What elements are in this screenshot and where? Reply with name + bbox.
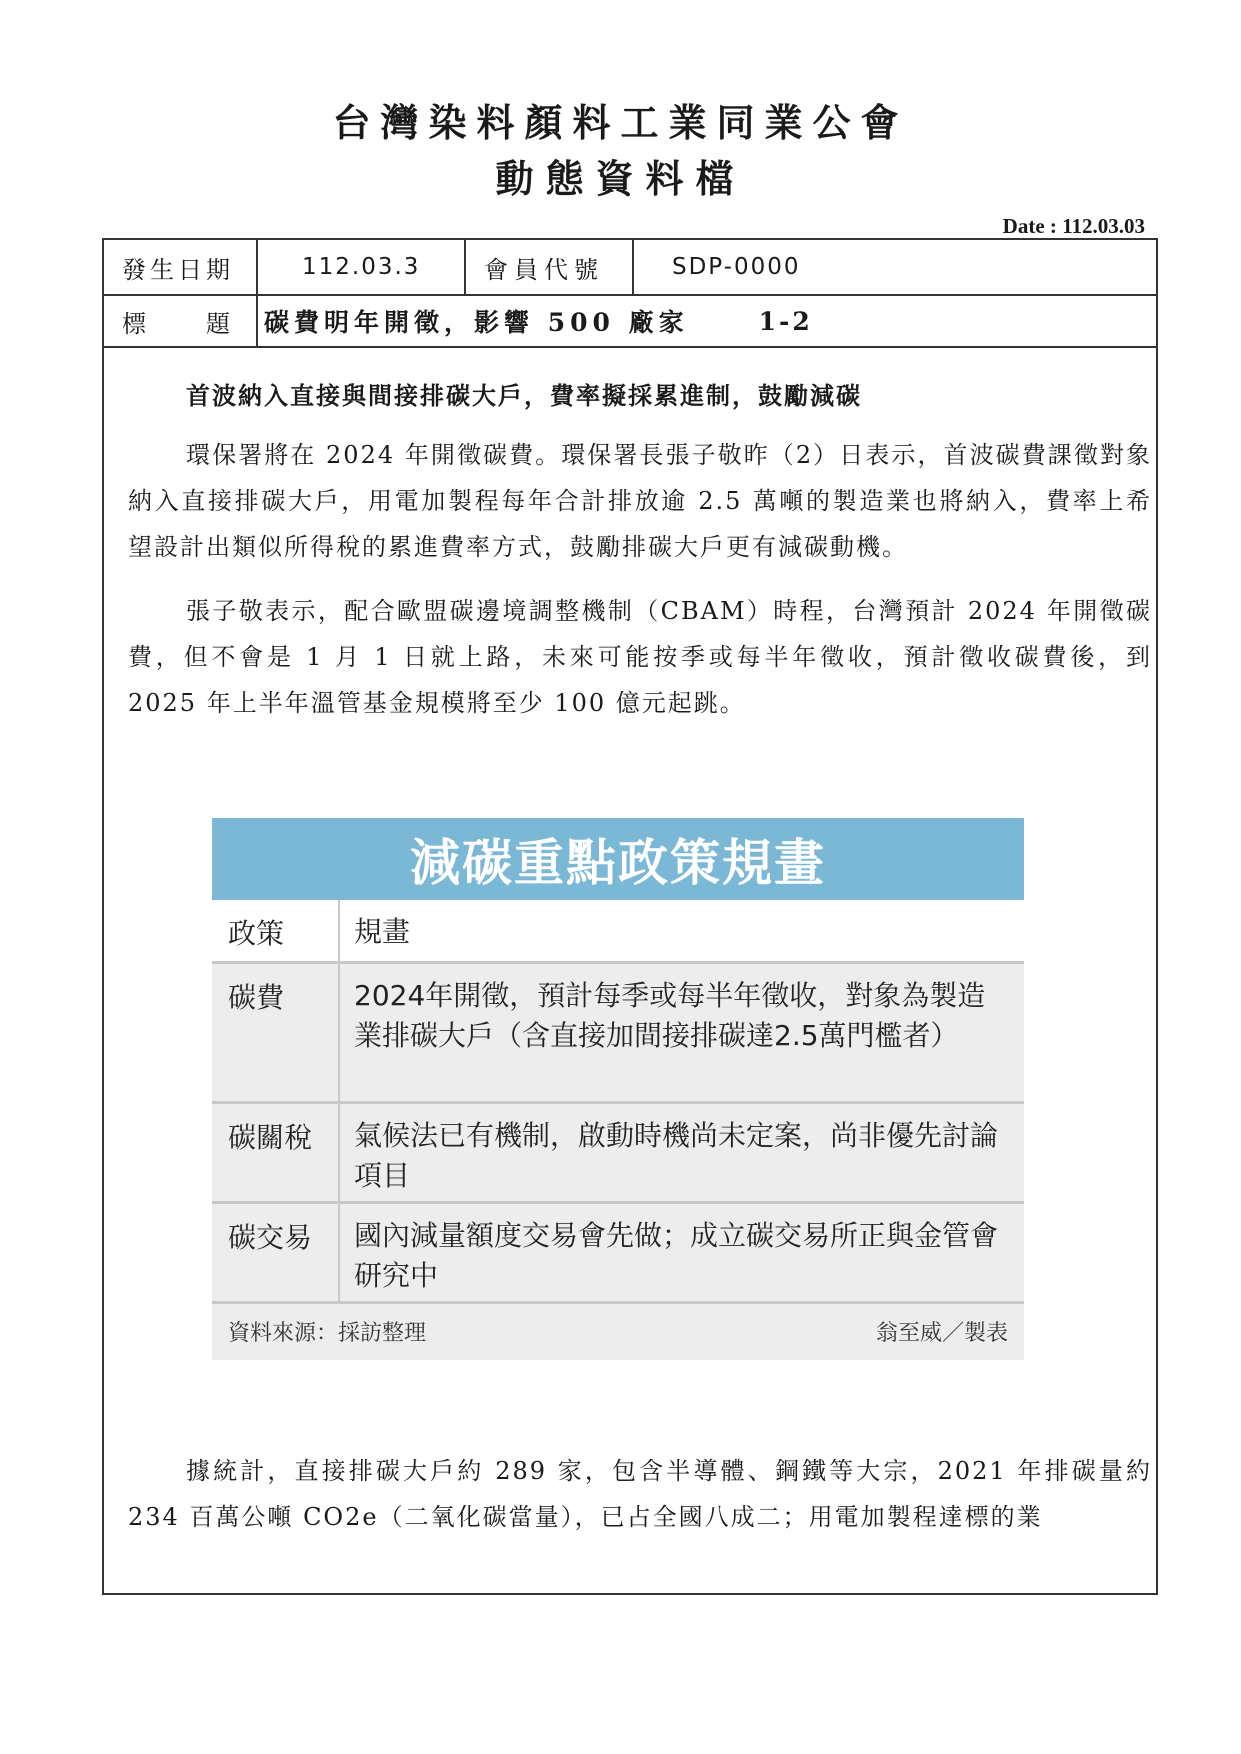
- article-paragraph-3: 據統計，直接排碳大戶約 289 家，包含半導體、鋼鐵等大宗，2021 年排碳量約 234 百萬公噸 CO2e（二氧化碳當量），已占全國八成二；用電加製程達標的業: [128, 1457, 1152, 1531]
- policy-table: [212, 818, 1024, 1360]
- policy-row-carbon-trading: [212, 1204, 1024, 1304]
- page-indicator: 1-2: [758, 306, 813, 336]
- article-subheading: 首波納入直接與間接排碳大戶，費率擬採累進制，鼓勵減碳: [186, 381, 862, 410]
- policy-name: 碳交易: [212, 1204, 340, 1301]
- occurrence-date-value: 112.03.3: [258, 240, 466, 294]
- policy-plan: 氣候法已有機制，啟動時機尚未定案，尚非優先討論項目: [354, 1119, 999, 1192]
- occurrence-date-label: 發生日期: [104, 240, 258, 294]
- policy-plan: 2024年開徵，預計每季或每半年徵收，對象為製造業排碳大戶（含直接加間接排碳達2.5萬門檻者）: [354, 979, 986, 1052]
- policy-table-title: 減碳重點政策規畫: [212, 818, 1024, 900]
- table-credit: 翁至威／製表: [875, 1320, 1008, 1346]
- policy-name: 碳費: [212, 964, 340, 1101]
- title-label: [104, 296, 258, 346]
- organization-title: 台灣染料顏料工業同業公會: [332, 100, 909, 145]
- policy-column-header: 政策: [212, 900, 340, 961]
- policy-row-carbon-fee: [212, 964, 1024, 1104]
- plan-column-header: 規畫: [354, 915, 411, 948]
- title-value: [258, 296, 813, 346]
- article-paragraph-2: 張子敬表示，配合歐盟碳邊境調整機制（CBAM）時程，台灣預計 2024 年開徵碳費，但不會是 1 月 1 日就上路，未來可能按季或每半年徵收，預計徵收碳費後，到 2025 年上半年溫管基金規模將至少 100 億元起跳。: [128, 597, 1152, 717]
- title-label-char-2: 題: [206, 309, 234, 338]
- policy-plan: 國內減量額度交易會先做；成立碳交易所正與金管會研究中: [354, 1219, 999, 1292]
- document-type-title: 動態資料檔: [495, 156, 746, 201]
- policy-name: 碳關稅: [212, 1104, 340, 1201]
- meta-row-title: [104, 296, 1156, 348]
- headline: 碳費明年開徵，影響 500 廠家: [264, 308, 689, 337]
- policy-table-footer: [212, 1304, 1024, 1358]
- policy-row-carbon-tariff: [212, 1104, 1024, 1204]
- member-code-label: 會員代號: [466, 240, 634, 294]
- member-code-value: SDP-0000: [672, 254, 801, 280]
- policy-table-header-row: [212, 900, 1024, 964]
- meta-row-date-member: [104, 240, 1156, 296]
- data-source: 資料來源：採訪整理: [228, 1320, 427, 1346]
- article-paragraph-1: 環保署將在 2024 年開徵碳費。環保署長張子敬昨（2）日表示，首波碳費課徵對象納入直接排碳大戶，用電加製程每年合計排放逾 2.5 萬噸的製造業也將納入，費率上希望設計出類似所得稅的累進費率方式，鼓勵排碳大戶更有減碳動機。: [128, 441, 1152, 561]
- document-date: Date : 112.03.03: [1002, 214, 1145, 238]
- title-label-char-1: 標: [122, 309, 150, 338]
